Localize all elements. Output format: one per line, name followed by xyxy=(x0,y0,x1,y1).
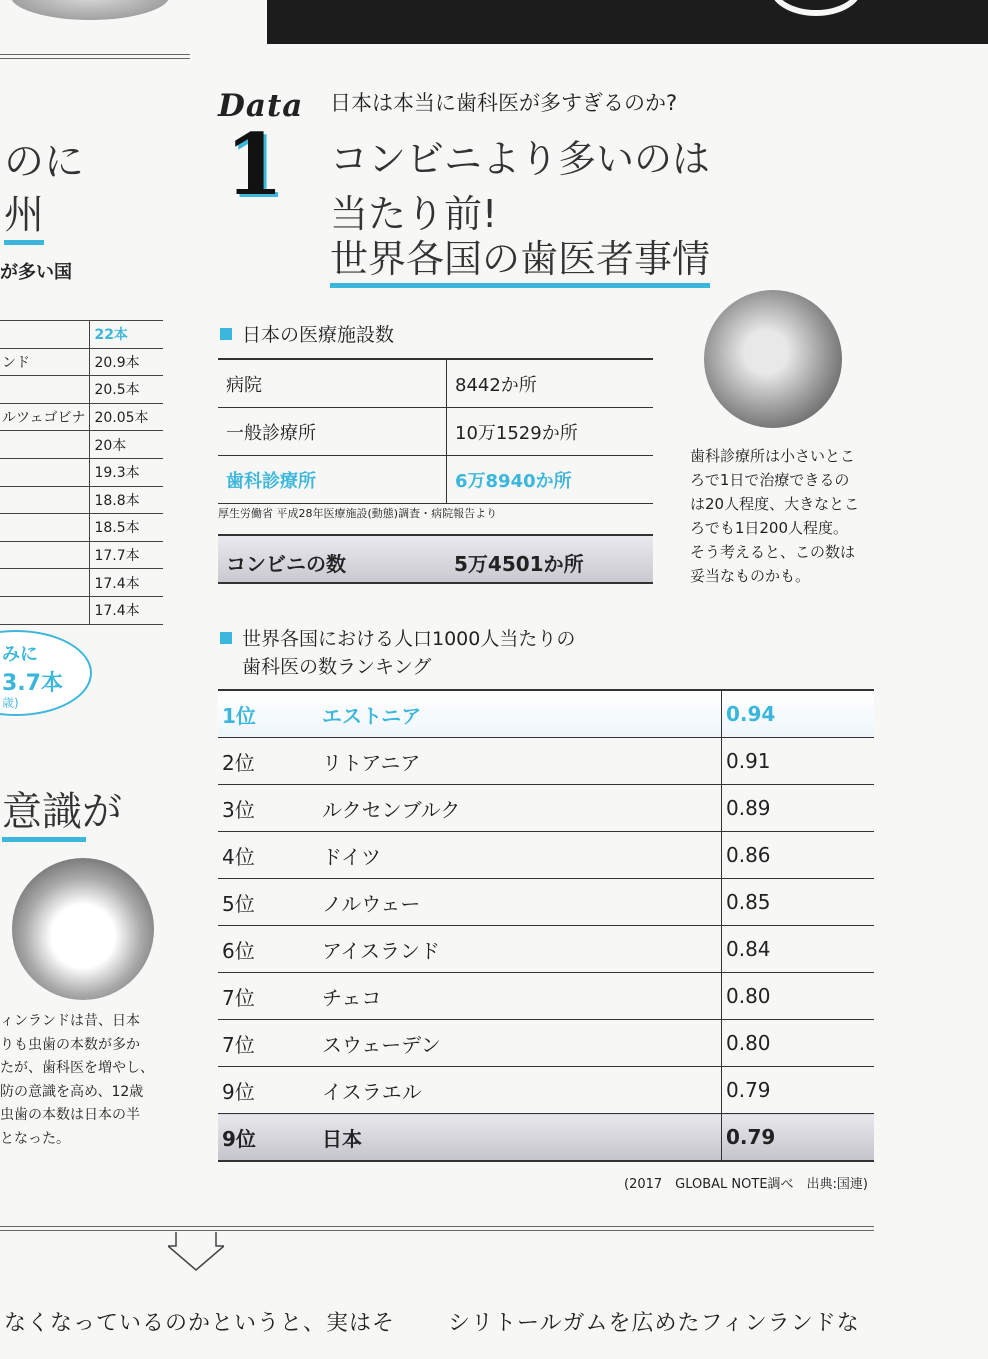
convenience-store-box xyxy=(218,534,653,584)
down-arrow-icon xyxy=(168,1232,224,1272)
left-caption-line: りも虫歯の本数が多か xyxy=(0,1036,140,1053)
left-table-label xyxy=(0,321,90,349)
rank-cell: 7位 xyxy=(218,1020,318,1067)
table-row xyxy=(218,973,874,1020)
table-row xyxy=(218,359,653,408)
left-title-line1: のに xyxy=(4,139,84,185)
left-table-value: 20.9本 xyxy=(90,348,163,376)
left-table-label xyxy=(0,486,90,514)
facility-label: 一般診療所 xyxy=(218,408,447,456)
value-cell: 0.91 xyxy=(722,738,875,785)
rank-cell: 3位 xyxy=(218,785,318,832)
left-table-value: 18.8本 xyxy=(90,486,163,514)
left-caption-line: たが、歯科医を増やし、 xyxy=(0,1060,154,1076)
ranking-table xyxy=(218,689,874,1162)
data-label: Data xyxy=(218,88,304,124)
side-caption-line: そう考えると、この数は xyxy=(690,543,856,561)
table-row xyxy=(0,458,163,486)
badge-line1: みに xyxy=(2,644,38,665)
top-banner xyxy=(267,0,988,44)
left-subtitle: が多い国 xyxy=(0,262,72,283)
table-row xyxy=(0,596,163,624)
country-cell: エストニア xyxy=(318,690,722,738)
value-cell: 0.86 xyxy=(722,832,875,879)
square-bullet-icon xyxy=(220,632,232,644)
rank-cell: 5位 xyxy=(218,879,318,926)
headline-line3: 世界各国の歯医者事情 xyxy=(330,228,710,288)
facilities-title xyxy=(220,320,394,347)
table-row xyxy=(218,1067,874,1114)
rank-cell: 9位 xyxy=(218,1114,318,1162)
table-row xyxy=(0,431,163,459)
value-cell: 0.85 xyxy=(722,879,875,926)
table-row xyxy=(0,348,163,376)
ranking-source: (2017 GLOBAL NOTE調べ 出典:国連) xyxy=(624,1177,868,1192)
side-caption-line: は20人程度、大きなとこ xyxy=(690,495,860,513)
left-title-line2: 州 xyxy=(4,183,44,245)
table-row xyxy=(0,514,163,542)
left-caption-line: となった。 xyxy=(0,1130,70,1147)
left-table-label: ンド xyxy=(0,348,90,376)
left-caption-line: 防の意識を高め、12歳 xyxy=(0,1083,144,1100)
rank-cell: 6位 xyxy=(218,926,318,973)
table-row xyxy=(218,690,874,738)
table-row xyxy=(218,1114,874,1162)
table-row xyxy=(218,926,874,973)
divider xyxy=(0,54,190,59)
convenience-value: 5万4501か所 xyxy=(454,552,584,576)
smile-photo xyxy=(12,858,154,1000)
rank-cell: 1位 xyxy=(218,690,318,738)
rank-cell: 4位 xyxy=(218,832,318,879)
left-table-label xyxy=(0,541,90,569)
side-caption-line: 歯科診療所は小さいとこ xyxy=(690,447,856,465)
table-row xyxy=(218,832,874,879)
table-row xyxy=(218,1020,874,1067)
facilities-source: 厚生労働省 平成28年医療施設(動態)調査・病院報告より xyxy=(218,507,498,520)
left-table-label: ルツェゴビナ xyxy=(0,403,90,431)
table-row xyxy=(218,738,874,785)
value-cell: 0.94 xyxy=(722,690,875,738)
rank-cell: 7位 xyxy=(218,973,318,1020)
country-cell: 日本 xyxy=(318,1114,722,1162)
convenience-label: コンビニの数 xyxy=(226,552,346,576)
data-number: 1 xyxy=(225,115,284,214)
table-row xyxy=(0,569,163,597)
facility-value: 8442か所 xyxy=(447,359,654,408)
left-caption xyxy=(0,1010,154,1151)
table-row xyxy=(218,785,874,832)
side-caption-line: ろでも1日200人程度。 xyxy=(690,519,849,537)
table-row xyxy=(218,408,653,456)
value-cell: 0.80 xyxy=(722,973,875,1020)
section-question: 日本は本当に歯科医が多すぎるのか? xyxy=(330,91,678,115)
table-row xyxy=(218,879,874,926)
facilities-table xyxy=(218,358,653,504)
country-cell: ルクセンブルク xyxy=(318,785,722,832)
top-left-photo xyxy=(10,0,170,20)
left-table-value: 22本 xyxy=(90,321,163,349)
left-table-label xyxy=(0,458,90,486)
left-table-label xyxy=(0,376,90,404)
country-cell: イスラエル xyxy=(318,1067,722,1114)
left-badge xyxy=(0,630,92,716)
country-cell: ノルウェー xyxy=(318,879,722,926)
side-caption xyxy=(690,444,859,588)
left-table-value: 20本 xyxy=(90,431,163,459)
table-row xyxy=(0,541,163,569)
left-caption-line: 虫歯の本数は日本の半 xyxy=(0,1107,140,1123)
facility-value: 6万8940か所 xyxy=(447,456,654,504)
headline-line2: 当たり前! xyxy=(330,192,498,236)
left-table-value: 17.7本 xyxy=(90,541,163,569)
side-caption-line: 妥当なものかも。 xyxy=(690,567,811,585)
left-table-value: 18.5本 xyxy=(90,514,163,542)
left-table-value: 19.3本 xyxy=(90,458,163,486)
badge-value: 3.7本 xyxy=(2,671,63,696)
value-cell: 0.84 xyxy=(722,926,875,973)
left-table-label xyxy=(0,569,90,597)
left-table-value: 20.05本 xyxy=(90,403,163,431)
facility-value: 10万1529か所 xyxy=(447,408,654,456)
table-row xyxy=(0,403,163,431)
body-text-col2: シリトールガムを広めたフィンランドな xyxy=(448,1311,860,1336)
facilities-title-text: 日本の医療施設数 xyxy=(242,324,395,346)
value-cell: 0.89 xyxy=(722,785,875,832)
left-ranking-table xyxy=(0,320,163,625)
left-table-label xyxy=(0,596,90,624)
rank-cell: 9位 xyxy=(218,1067,318,1114)
country-cell: リトアニア xyxy=(318,738,722,785)
left-table-value: 17.4本 xyxy=(90,569,163,597)
left-table-label xyxy=(0,431,90,459)
rank-cell: 2位 xyxy=(218,738,318,785)
left-table-value: 17.4本 xyxy=(90,596,163,624)
bottom-divider xyxy=(0,1226,874,1231)
left-caption-line: ィンランドは昔、日本 xyxy=(0,1013,140,1029)
headline-line1: コンビニより多いのは xyxy=(330,137,711,181)
body-text-col1: なくなっているのかというと、実はそ xyxy=(4,1311,396,1336)
side-caption-line: ろで1日で治療できるの xyxy=(690,471,850,489)
country-cell: スウェーデン xyxy=(318,1020,722,1067)
country-cell: アイスランド xyxy=(318,926,722,973)
table-row-highlight xyxy=(218,456,653,504)
badge-line3: 歳) xyxy=(2,696,19,710)
ranking-title-line1: 世界各国における人口1000人当たりの xyxy=(242,628,576,650)
facility-label: 歯科診療所 xyxy=(218,456,447,504)
dentist-photo xyxy=(704,290,842,428)
left-heading2: 意識が xyxy=(2,780,86,842)
value-cell: 0.79 xyxy=(722,1067,875,1114)
table-row xyxy=(0,376,163,404)
left-table-value: 20.5本 xyxy=(90,376,163,404)
country-cell: チェコ xyxy=(318,973,722,1020)
table-row xyxy=(0,486,163,514)
ranking-title xyxy=(220,624,575,651)
ranking-title-line2: 歯科医の数ランキング xyxy=(242,656,432,678)
square-bullet-icon xyxy=(220,328,232,340)
value-cell: 0.79 xyxy=(722,1114,875,1162)
left-table-label xyxy=(0,514,90,542)
table-row xyxy=(0,321,163,349)
value-cell: 0.80 xyxy=(722,1020,875,1067)
country-cell: ドイツ xyxy=(318,832,722,879)
facility-label: 病院 xyxy=(218,359,447,408)
